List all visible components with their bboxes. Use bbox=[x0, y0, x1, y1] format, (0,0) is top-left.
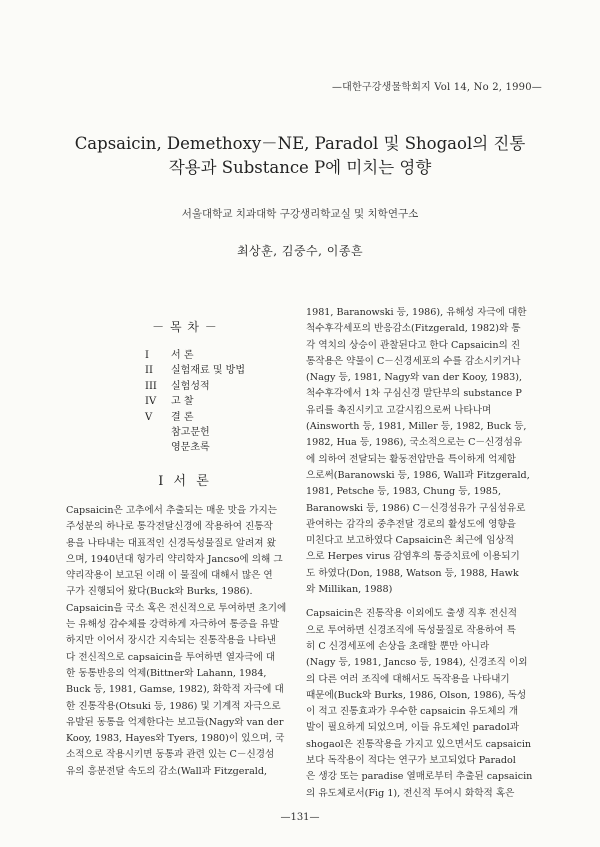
toc-item bbox=[145, 348, 245, 363]
text-line: 유발된 동통을 억제한다는 보고들(Nagy와 van der bbox=[66, 716, 284, 728]
text-line: 으로 투여하면 신경조직에 독성물질로 작용하여 특 bbox=[306, 624, 516, 636]
text-line: 유리를 촉진시키고 고갈시킴으로써 나타나며 bbox=[306, 404, 492, 416]
text-line: 1981, Baranowski 등, 1986), 유해성 자극에 대한 bbox=[306, 307, 527, 318]
journal-header: —대한구강생물학회지 Vol 14, No 2, 1990— bbox=[331, 82, 542, 93]
toc-label: 결 론 bbox=[171, 411, 194, 423]
text-line: 척수후각에서 1차 구심신경 말단부의 substance P bbox=[306, 388, 522, 400]
toc-number: I bbox=[145, 350, 149, 361]
text-line: 발이 필요하게 되었으며, 이들 유도체인 paradol과 bbox=[306, 722, 519, 734]
title-line-2: 작용과 Substance P에 미치는 영향 bbox=[168, 158, 432, 177]
text-line: Capsaicin을 국소 혹은 전신적으로 투여하면 초기에 bbox=[66, 602, 287, 614]
toc-item bbox=[145, 410, 245, 425]
toc-heading: － 목 차 － bbox=[152, 320, 218, 334]
text-line: 관여하는 감각의 중추전달 경로의 활성도에 영향을 bbox=[306, 518, 516, 530]
text-line: 용을 나타내는 대표적인 신경독성물질로 알려져 왔 bbox=[66, 537, 276, 549]
text-line: 한 진통작용(Otsuki 등, 1986) 및 기계적 자극으로 bbox=[66, 700, 281, 712]
toc-sub-item: 영문초록 bbox=[171, 442, 210, 454]
text-line: shogaol은 진통작용을 가지고 있으면서도 capsaicin bbox=[306, 738, 532, 750]
text-line: 약리작용이 보고된 이래 이 물질에 대해서 많은 연 bbox=[66, 570, 273, 582]
page-number: —131— bbox=[280, 812, 320, 823]
right-paragraph-1 bbox=[306, 305, 543, 598]
toc-label: 고 찰 bbox=[171, 396, 194, 408]
right-paragraph-2 bbox=[306, 606, 543, 802]
text-line: 척수후각세포의 반응감소(Fitzgerald, 1982)와 통 bbox=[306, 323, 521, 335]
text-line: 이 적고 진통효과가 우수한 capsaicin 유도체의 개 bbox=[306, 706, 519, 718]
text-line: Buck 등, 1981, Gamse, 1982), 화학적 자극에 대 bbox=[66, 684, 284, 696]
text-line: 1982, Hua 등, 1986), 국소적으로는 C－신경섬유 bbox=[306, 437, 523, 449]
text-line: 통작용은 약물이 C－신경세포의 수를 감소시키거나 bbox=[306, 355, 521, 367]
right-column-text bbox=[306, 305, 543, 802]
title-line-1: Capsaicin, Demethoxy－NE, Paradol 및 Shogaol의 진통 bbox=[74, 134, 526, 153]
text-line: Capsaicin은 진통작용 이외에도 출생 직후 전신적 bbox=[306, 608, 518, 620]
text-line: 미친다고 보고하였다 Capsaicin은 최근에 임상적 bbox=[306, 535, 515, 547]
text-line: 에 의하여 전달되는 활동전압만을 특이하게 억제함 bbox=[306, 453, 516, 465]
text-line: 주성분의 하나로 통각전달신경에 작용하여 진통작 bbox=[66, 521, 273, 533]
text-line: 히 C 신경세포에 손상을 초래할 뿐만 아니라 bbox=[306, 640, 490, 652]
text-line: (Ainsworth 등, 1981, Miller 등, 1982, Buck 등, bbox=[306, 421, 527, 433]
text-line: 1981, Petsche 등, 1983, Chung 등, 1985, bbox=[306, 486, 502, 498]
affiliation: 서울대학교 치과대학 구강생리학교실 및 치학연구소 bbox=[181, 208, 419, 220]
text-line: 각 역치의 상승이 관찰된다고 한다 Capsaicin의 진 bbox=[306, 339, 521, 351]
text-line: 다 전신적으로 capsaicin을 투여하면 열자극에 대 bbox=[66, 651, 276, 663]
toc-item bbox=[145, 379, 245, 394]
text-line: 으로 Herpes virus 감염후의 통증치료에 이용되기 bbox=[306, 551, 520, 563]
toc-sub-item: 참고문헌 bbox=[171, 427, 210, 439]
toc-item bbox=[145, 394, 245, 409]
toc-label: 서 론 bbox=[171, 350, 194, 361]
text-line: Baranowski 등, 1986) C－신경섬유가 구심섬유로 bbox=[306, 502, 526, 514]
text-line: 도 하였다(Don, 1988, Watson 등, 1988, Hawk bbox=[306, 567, 519, 579]
toc-label: 실험재료 및 방법 bbox=[171, 365, 245, 377]
paper-title bbox=[0, 132, 600, 180]
text-line: 소적으로 작용시키면 동통과 관련 있는 C－신경섬 bbox=[66, 749, 275, 761]
text-line: 보다 독작용이 적다는 연구가 보고되었다 Paradol bbox=[306, 755, 516, 767]
toc-number: III bbox=[145, 380, 157, 392]
text-line: 은 생강 또는 paradise 열매로부터 추출된 capsaicin bbox=[306, 771, 533, 783]
toc-number: V bbox=[145, 411, 153, 423]
left-column-text bbox=[66, 503, 302, 780]
text-line: Capsaicin은 고추에서 추출되는 매운 맛을 가지는 bbox=[66, 505, 278, 516]
text-line: 으로써(Baranowski 등, 1986, Wall과 Fitzgerald, bbox=[306, 469, 530, 481]
table-of-contents bbox=[145, 348, 245, 456]
text-line: (Nagy 등, 1981, Jancso 등, 1984), 신경조직 이외 bbox=[306, 657, 528, 669]
text-line: 한 동통반응의 억제(Bittner와 Lahann, 1984, bbox=[66, 667, 267, 679]
toc-item bbox=[145, 363, 245, 378]
text-line: Kooy, 1983, Hayes와 Tyers, 1980)이 있으며, 국 bbox=[66, 733, 285, 745]
toc-number: II bbox=[145, 365, 153, 377]
text-line: 구가 진행되어 왔다(Buck와 Burks, 1986). bbox=[66, 586, 253, 598]
section-heading: I 서 론 bbox=[158, 474, 212, 489]
text-line: 하지만 이어서 장시간 지속되는 진통작용을 나타낸 bbox=[66, 635, 276, 647]
text-line: 유의 흥분전달 속도의 감소(Wall과 Fitzgerald, bbox=[66, 765, 268, 777]
text-line: 는 유해성 감수체를 강력하게 자극하여 통증을 유발 bbox=[66, 619, 279, 631]
text-line: 의 다른 여러 조직에 대해서도 독작용을 나타내기 bbox=[306, 673, 510, 685]
text-line: 의 유도체로서(Fig 1), 전신적 투여시 화학적 혹은 bbox=[306, 787, 515, 799]
text-line: 으며, 1940년대 헝가리 약리학자 Jancso에 의해 그 bbox=[66, 553, 283, 565]
text-line: 때문에(Buck와 Burks, 1986, Olson, 1986), 독성 bbox=[306, 689, 527, 701]
text-line: (Nagy 등, 1981, Nagy와 van der Kooy, 1983), bbox=[306, 372, 523, 384]
toc-number: IV bbox=[145, 396, 157, 408]
toc-label: 실험성적 bbox=[171, 380, 210, 392]
authors: 최상훈, 김중수, 이종흔 bbox=[236, 244, 364, 258]
text-line: 와 Millikan, 1988) bbox=[306, 584, 393, 596]
